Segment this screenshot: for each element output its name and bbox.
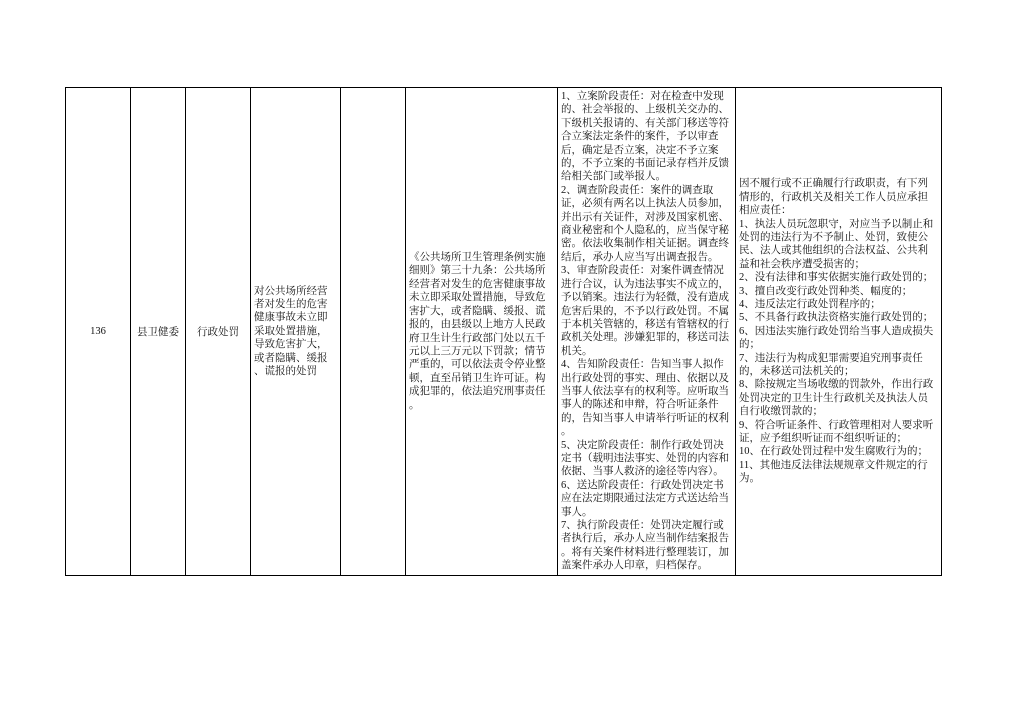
accountability-line: 10、在行政处罚过程中发生腐败行为的； xyxy=(739,446,928,458)
accountability-line: 自行收缴罚款的； xyxy=(739,406,823,418)
responsibility-line: 1、立案阶段责任：对在检查中发现 xyxy=(561,91,724,102)
responsibility-line: 机关。 xyxy=(561,345,593,357)
responsibility-line: 4、告知阶段责任：告知当事人拟作 xyxy=(561,359,724,371)
accountability-line: 3、擅自改变行政处罚种类、幅度的； xyxy=(739,285,913,297)
accountability-line: 的； xyxy=(739,339,760,351)
responsibility-line: 并出示有关证件，对涉及国家机密、 xyxy=(561,211,729,223)
legal-basis-line: 害扩大，或者隐瞒、缓报、谎 xyxy=(409,305,546,317)
accountability-line: 8、除按规定当场收缴的罚款外，作出行政 xyxy=(739,379,934,391)
accountability-line: 处罚的违法行为不予制止、处罚，致使公 xyxy=(739,231,928,243)
responsibility-line: 政机关处理。涉嫌犯罪的，移送司法 xyxy=(561,332,729,344)
responsibility-line: 给相关部门或举报人。 xyxy=(561,171,666,183)
responsibility-line: 事人的陈述和申辩，符合听证条件 xyxy=(561,399,719,411)
accountability-line: 7、违法行为构成犯罪需要追究刑事责任 xyxy=(739,352,923,364)
item-name-line: 健康事故未立即 xyxy=(254,312,328,324)
table-row xyxy=(65,87,942,576)
legal-basis-line: 。 xyxy=(409,399,420,411)
department-name: 县卫健委 xyxy=(137,327,179,338)
item-name-line: 或者隐瞒、缓报 xyxy=(254,352,328,364)
power-type: 行政处罚 xyxy=(197,327,239,338)
accountability-line: 益和社会秩序遭受损害的； xyxy=(739,258,865,270)
item-name-line: 对公共场所经营 xyxy=(254,285,328,297)
item-name-cell xyxy=(251,88,341,575)
item-name-line: 者对发生的危害 xyxy=(254,298,328,310)
legal-basis-line: 经营者对发生的危害健康事故 xyxy=(409,278,546,290)
responsibility-line: 下级机关报请的、有关部门移送等符 xyxy=(561,117,729,129)
accountability-line: 6、因违法实施行政处罚给当事人造成损失 xyxy=(739,325,934,337)
responsibility-line: 的、社会举报的、上级机关交办的、 xyxy=(561,104,729,116)
accountability-line: 情形的，行政机关及相关工作人员应承担 xyxy=(739,191,928,203)
responsibility-line: 证，必须有两名以上执法人员参加， xyxy=(561,198,729,210)
responsibility-line: 2、调查阶段责任：案件的调查取 xyxy=(561,184,714,196)
responsibility-line: 后，确定是否立案，决定不予立案 xyxy=(561,144,719,156)
responsibility-line: 者执行后，承办人应当制作结案报告 xyxy=(561,533,729,545)
accountability-line: 1、执法人员玩忽职守，对应当予以制止和 xyxy=(739,218,934,230)
legal-basis-line: 细则》第三十九条：公共场所 xyxy=(409,265,546,277)
item-name-line: 采取处置措施， xyxy=(254,325,328,337)
responsibility-line: 应在法定期限通过法定方式送达给当 xyxy=(561,493,729,505)
responsibility-line: 进行合议，认为违法事实不成立的， xyxy=(561,278,729,290)
responsibility-cell xyxy=(558,88,736,575)
responsibility-line: 合立案法定条件的案件，予以审查 xyxy=(561,131,719,143)
responsibility-line: 7、执行阶段责任：处罚决定履行或 xyxy=(561,520,724,531)
accountability-line: 相应责任： xyxy=(739,205,792,217)
responsibility-line: 出行政处罚的事实、理由、依据以及 xyxy=(561,372,729,384)
item-name-line: 导致危害扩大， xyxy=(254,339,328,351)
accountability-line: 11、其他违反法律法规规章文件规定的行 xyxy=(739,459,928,471)
responsibility-line: 依据、当事人救济的途径等内容）。 xyxy=(561,466,724,478)
responsibility-line: 于本机关管辖的，移送有管辖权的行 xyxy=(561,318,729,330)
legal-basis-cell xyxy=(406,88,558,575)
legal-basis-line: 报的，由县级以上地方人民政 xyxy=(409,319,546,331)
accountability-cell xyxy=(736,88,942,575)
legal-basis-line: 府卫生计生行政部门处以五千 xyxy=(409,332,546,344)
responsibility-line: 事人。 xyxy=(561,506,593,518)
accountability-line: 2、没有法律和事实依据实施行政处罚的； xyxy=(739,272,934,284)
responsibility-line: 6、送达阶段责任：行政处罚决定书 xyxy=(561,479,724,491)
accountability-line: 民、法人或其他组织的合法权益、公共利 xyxy=(739,245,928,257)
responsibility-line: 商业秘密和个人隐私的，应当保守秘 xyxy=(561,225,729,237)
item-name-line: 、谎报的处罚 xyxy=(254,366,317,378)
legal-basis-line: 未立即采取处置措施，导致危 xyxy=(409,292,546,304)
accountability-line: 4、违反法定行政处罚程序的； xyxy=(739,298,881,310)
power-type-cell xyxy=(186,88,251,575)
responsibility-line: 结后，承办人应当写出调查报告。 xyxy=(561,251,719,263)
responsibility-line: 。 xyxy=(561,426,572,438)
responsibility-line: 的，告知当事人申请举行听证的权利 xyxy=(561,412,729,424)
accountability-line: 的，未移送司法机关的； xyxy=(739,366,855,378)
responsibility-line: 定书（载明违法事实、处罚的内容和 xyxy=(561,452,729,464)
responsibility-line: 5、决定阶段责任：制作行政处罚决 xyxy=(561,439,724,451)
accountability-line: 9、符合听证条件、行政管理相对人要求听 xyxy=(739,419,934,431)
row-number: 136 xyxy=(90,326,106,337)
responsibility-line: 危害后果的，不予以行政处罚。不属 xyxy=(561,305,729,317)
legal-basis-line: 严重的，可以依法责令停业整 xyxy=(409,359,546,371)
accountability-line: 5、不具备行政执法资格实施行政处罚的； xyxy=(739,312,934,324)
legal-basis-line: 顿，直至吊销卫生许可证。构 xyxy=(409,372,546,384)
responsibility-line: 予以销案。违法行为轻微，没有造成 xyxy=(561,292,729,304)
responsibility-line: 3、审查阶段责任：对案件调查情况 xyxy=(561,265,724,277)
legal-basis-line: 元以上三万元以下罚款；情节 xyxy=(409,345,546,357)
responsibility-line: 当事人依法享有的权利等。应听取当 xyxy=(561,385,729,397)
accountability-line: 证，应予组织听证而不组织听证的； xyxy=(739,433,907,445)
responsibility-line: 。将有关案件材料进行整理装订，加 xyxy=(561,546,729,558)
department-cell xyxy=(131,88,186,575)
legal-basis-line: 《公共场所卫生管理条例实施 xyxy=(409,252,546,264)
responsibility-line: 的，不予立案的书面记录存档并反馈 xyxy=(561,158,729,170)
responsibility-line: 盖案件承办人印章，归档保存。 xyxy=(561,560,708,572)
legal-basis-line: 成犯罪的，依法追究刑事责任 xyxy=(409,386,546,398)
accountability-line: 为。 xyxy=(739,473,760,485)
empty-cell xyxy=(341,88,406,575)
accountability-line: 处罚决定的卫生计生行政机关及执法人员 xyxy=(739,392,928,404)
row-number-cell xyxy=(66,88,131,575)
accountability-line: 因不履行或不正确履行行政职责，有下列 xyxy=(739,178,928,190)
responsibility-line: 密。依法收集制作相关证据。调查终 xyxy=(561,238,729,250)
